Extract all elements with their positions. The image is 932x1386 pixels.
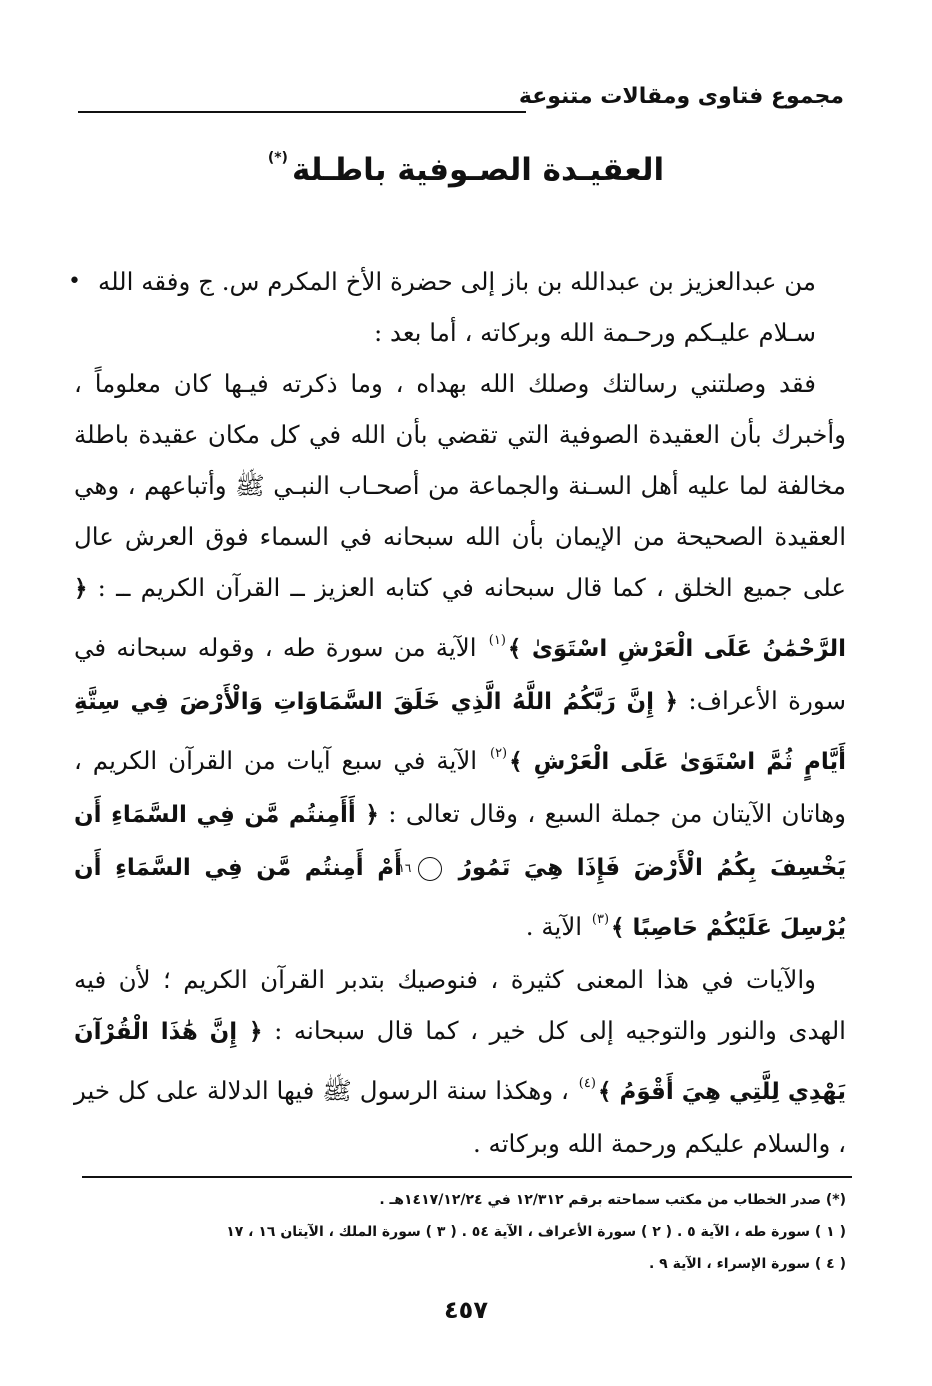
footnote-ref-1: (١) (488, 633, 506, 648)
footnote-ref-2: (٢) (489, 746, 508, 761)
quran-verse-3a: ﴿ أَأَمِنتُم مَّن فِي السَّمَاءِ أَن يَخْسِفَ بِكُمُ الْأَرْضَ فَإِذَا هِيَ تَمُورُ (74, 802, 846, 881)
footnote-line: ( ١ ) سورة طه ، الآية ٥ . ( ٢ ) سورة الأعراف ، الآية ٥٤ . ( ٣ ) سورة الملك ، الآيتان ١٦ ، ١٧ (226, 1224, 846, 1240)
footnote-line: ( ٤ ) سورة الإسراء ، الآية ٩ . (648, 1256, 846, 1272)
quran-verse-4: ﴿ إِنَّ هَٰذَا الْقُرْآنَ يَهْدِي لِلَّتِي هِيَ أَقْوَمُ ﴾ (74, 1019, 846, 1105)
paragraph-1-text-4: الآية . (525, 912, 583, 941)
footnotes (74, 1184, 846, 1280)
letter-body (68, 256, 847, 1169)
footnote-line: (*) صدر الخطاب من مكتب سماحته برقم ١٢/٣١٢ في ١٤١٧/١٢/٢٤هـ . (379, 1192, 846, 1208)
title-footnote-mark: (*) (267, 150, 288, 166)
paragraph-1 (74, 358, 846, 954)
salutation-mark: • (68, 269, 81, 294)
page-title (0, 150, 932, 188)
paragraph-2 (74, 954, 846, 1169)
paragraph-1-text-1: فقد وصلتني رسالتك وصلك الله بهداه ، وما ذكرته فيـها كان معلوماً ، وأخبرك بأن العقيدة الصوفية التي تقضي بأن الله في كل مكان عقيدة باطلة مخالفة لما عليه أهل السـنة والجماعة من أصحـاب النبـي ﷺ وأتباعهم ، وهي العقيدة الصحيحة من الإيمان بأن الله سبحانه في السماء فوق العرش عال على جميع الخلق ، كما قال سبحانه في كتابه العزيز ــ القرآن الكريم ــ : (74, 369, 846, 602)
footnote-rule (82, 1176, 852, 1178)
footnote-ref-3: (٣) (591, 912, 610, 927)
title-text: العقيـدة الصـوفية باطـلة (291, 152, 665, 188)
paragraph-1-text-3: الآية في سبع آيات من القرآن الكريم ، وهاتان الآيتان من جملة السبع ، وقال تعالى : (74, 746, 847, 828)
quran-verse-1: ﴿ الرَّحْمَٰنُ عَلَى الْعَرْشِ اسْتَوَىٰ ﴾ (74, 576, 846, 662)
header-rule (78, 111, 526, 113)
greeting-line: سـلام عليـكم ورحـمة الله وبركاته ، أما بعد : (373, 318, 816, 347)
paragraph-1-text-2: الآية من سورة طه ، وقوله سبحانه في سورة الأعراف: (74, 633, 846, 715)
quran-verse-2: ﴿ إِنَّ رَبَّكُمُ اللَّهُ الَّذِي خَلَقَ السَّمَاوَاتِ وَالْأَرْضَ فِي سِتَّةِ أَيَّامٍ ثُمَّ اسْتَوَىٰ عَلَى الْعَرْشِ ﴾ (74, 689, 846, 775)
quran-verse-3b: أَمْ أَمِنتُم مَّن فِي السَّمَاءِ أَن يُرْسِلَ عَلَيْكُمْ حَاصِبًا ﴾ (74, 855, 846, 941)
paragraph-2-text-1: والآيات في هذا المعنى كثيرة ، فنوصيك بتدبر القرآن الكريم ؛ لأن فيه الهدى والنور والتوجيه إلى كل خير ، كما قال سبحانه : (74, 965, 846, 1045)
running-header: مجموع فتاوى ومقالات متنوعة (518, 84, 844, 109)
page-number: ٤٥٧ (444, 1296, 488, 1324)
footnote-ref-4: (٤) (578, 1076, 596, 1091)
paragraph-2-text-2: ، وهكذا سنة الرسول ﷺ فيها الدلالة على كل خير ، والسلام عليكم ورحمة الله وبركاته . (74, 1076, 846, 1158)
ayah-number-marker: ١٦ (418, 857, 442, 881)
sender-line: من عبدالعزيز بن عبدالله بن باز إلى حضرة الأخ المكرم س. ج وفقه الله (97, 267, 816, 296)
